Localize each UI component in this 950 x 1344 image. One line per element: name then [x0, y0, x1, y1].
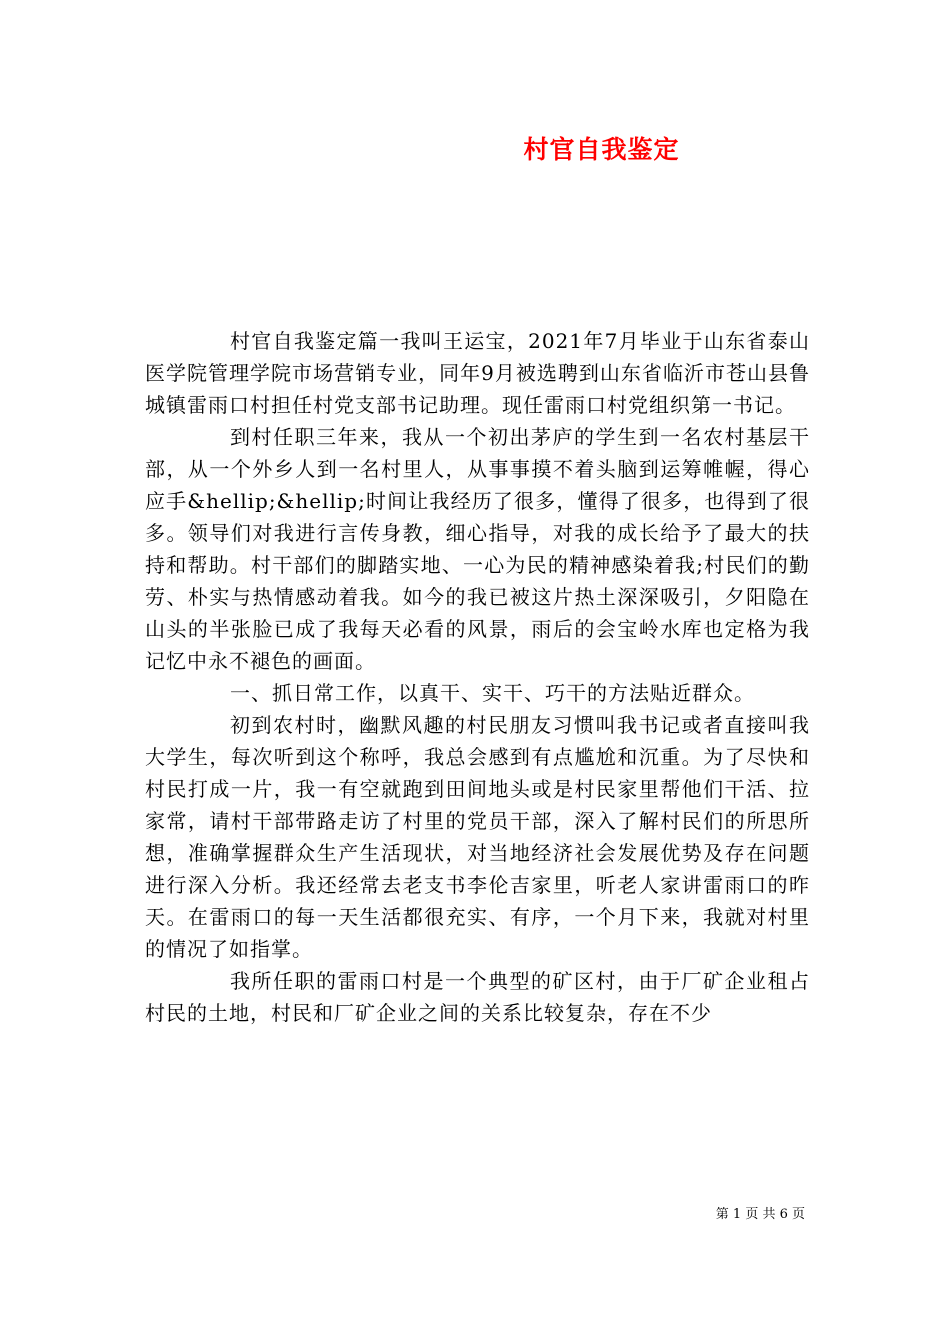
- page-number-footer: 第 1 页 共 6 页: [715, 1207, 805, 1222]
- paragraph-daily-work: 初到农村时，幽默风趣的村民朋友习惯叫我书记或者直接叫我大学生，每次听到这个称呼，我总会感到有点尴尬和沉重。为了尽快和村民打成一片，我一有空就跑到田间地头或是村民家里帮他们干活、拉家常，请村干部带路走访了村里的党员干部，深入了解村民们的所思所想，准确掌握群众生产生活现状，对当地经济社会发展优势及存在问题进行深入分析。我还经常去老支书李伦吉家里，听老人家讲雷雨口的昨天。在雷雨口的每一天生活都很充实、有序，一个月下来，我就对村里的情况了如指掌。: [145, 713, 810, 961]
- paragraph-experience: 到村任职三年来，我从一个初出茅庐的学生到一名农村基层干部，从一个外乡人到一名村里人，从事事摸不着头脑到运筹帷幄，得心应手&hellip;&hellip;时间让我经历了很多，懂得了很多，也得到了很多。领导们对我进行言传身教，细心指导，对我的成长给予了最大的扶持和帮助。村干部们的脚踏实地、一心为民的精神感染着我;村民们的勤劳、朴实与热情感动着我。如今的我已被这片热土深深吸引，夕阳隐在山头的半张脸已成了我每天必看的风景，雨后的会宝岭水库也定格为我记忆中永不褪色的画面。: [145, 425, 810, 673]
- document-title: 村官自我鉴定: [523, 135, 680, 164]
- paragraph-mining-village: 我所任职的雷雨口村是一个典型的矿区村，由于厂矿企业租占村民的土地，村民和厂矿企业之间的关系比较复杂，存在不少: [145, 969, 810, 1025]
- paragraph-intro: 村官自我鉴定篇一我叫王运宝，2021年7月毕业于山东省泰山医学院管理学院市场营销专业，同年9月被选聘到山东省临沂市苍山县鲁城镇雷雨口村担任村党支部书记助理。现任雷雨口村党组织第一书记。: [145, 329, 810, 417]
- document-body: [145, 325, 810, 1029]
- section-heading-1: 一、抓日常工作，以真干、实干、巧干的方法贴近群众。: [230, 681, 755, 705]
